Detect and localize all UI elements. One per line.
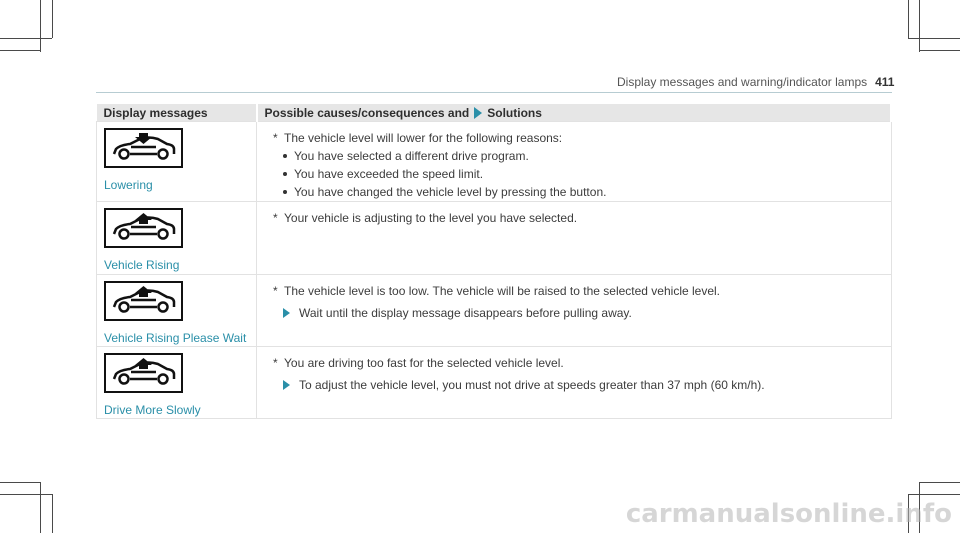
col-header-causes bbox=[257, 104, 892, 122]
vehicle-lowering-icon bbox=[104, 128, 183, 168]
action-arrow-icon bbox=[283, 308, 290, 318]
display-messages-table bbox=[96, 104, 892, 419]
solution-text: Wait until the display message disappears before pulling away. bbox=[299, 306, 632, 320]
crop-mark bbox=[40, 0, 41, 52]
crop-mark bbox=[908, 0, 909, 38]
table-row bbox=[97, 122, 892, 202]
cause-cell bbox=[257, 122, 892, 202]
solution-text: To adjust the vehicle level, you must not drive at speeds greater than 37 mph (60 km/h). bbox=[299, 378, 765, 392]
message-cell bbox=[97, 122, 257, 202]
crop-mark bbox=[908, 494, 960, 495]
table-row bbox=[97, 202, 892, 275]
solution-step bbox=[257, 300, 891, 322]
message-label: Drive More Slowly bbox=[104, 403, 201, 417]
asterisk-icon: * bbox=[273, 131, 278, 145]
cause-text-body: You are driving too fast for the selected vehicle level. bbox=[284, 356, 564, 370]
list-item: You have exceeded the speed limit. bbox=[283, 165, 891, 183]
cause-text-body: The vehicle level is too low. The vehicle will be raised to the selected vehicle level. bbox=[284, 284, 721, 298]
asterisk-icon: * bbox=[273, 356, 278, 370]
col-header-causes-label: Possible causes/consequences and bbox=[264, 105, 470, 120]
list-item: You have changed the vehicle level by pressing the button. bbox=[283, 183, 891, 201]
crop-mark bbox=[920, 50, 960, 51]
vehicle-rising-icon bbox=[104, 353, 183, 393]
crop-mark bbox=[52, 494, 53, 533]
message-cell bbox=[97, 275, 257, 347]
message-label: Vehicle Rising Please Wait bbox=[104, 331, 247, 345]
table-header-row bbox=[97, 104, 892, 122]
cause-cell bbox=[257, 347, 892, 419]
running-header bbox=[617, 75, 895, 91]
message-cell bbox=[97, 202, 257, 275]
crop-mark bbox=[0, 482, 40, 483]
crop-mark bbox=[920, 482, 960, 483]
cause-cell bbox=[257, 202, 892, 275]
section-title: Display messages and warning/indicator lamps bbox=[617, 75, 868, 89]
cause-text bbox=[257, 202, 891, 227]
reason-list bbox=[257, 147, 891, 201]
col-header-messages: Display messages bbox=[97, 104, 257, 122]
cause-text bbox=[257, 122, 891, 147]
asterisk-icon: * bbox=[273, 284, 278, 298]
header-rule bbox=[96, 92, 892, 93]
crop-mark bbox=[919, 0, 920, 52]
solution-arrow-icon bbox=[474, 107, 482, 119]
crop-mark bbox=[0, 50, 40, 51]
cause-text bbox=[257, 347, 891, 372]
cause-text-body: The vehicle level will lower for the following reasons: bbox=[284, 131, 563, 145]
crop-mark bbox=[908, 38, 960, 39]
col-header-solutions-label: Solutions bbox=[487, 105, 542, 120]
action-arrow-icon bbox=[283, 380, 290, 390]
list-item: You have selected a different drive program. bbox=[283, 147, 891, 165]
table-row bbox=[97, 275, 892, 347]
crop-mark bbox=[52, 0, 53, 38]
message-cell bbox=[97, 347, 257, 419]
crop-mark bbox=[0, 38, 52, 39]
asterisk-icon: * bbox=[273, 211, 278, 225]
table-row bbox=[97, 347, 892, 419]
crop-mark bbox=[0, 494, 52, 495]
message-label: Vehicle Rising bbox=[104, 258, 180, 272]
vehicle-rising-icon bbox=[104, 281, 183, 321]
watermark: carmanualsonline.info bbox=[625, 499, 952, 529]
page-number: 411 bbox=[875, 75, 895, 89]
cause-text-body: Your vehicle is adjusting to the level you have selected. bbox=[284, 211, 578, 225]
vehicle-rising-icon bbox=[104, 208, 183, 248]
crop-mark bbox=[40, 482, 41, 533]
cause-text bbox=[257, 275, 891, 300]
solution-step bbox=[257, 372, 891, 394]
message-label: Lowering bbox=[104, 178, 153, 192]
cause-cell bbox=[257, 275, 892, 347]
